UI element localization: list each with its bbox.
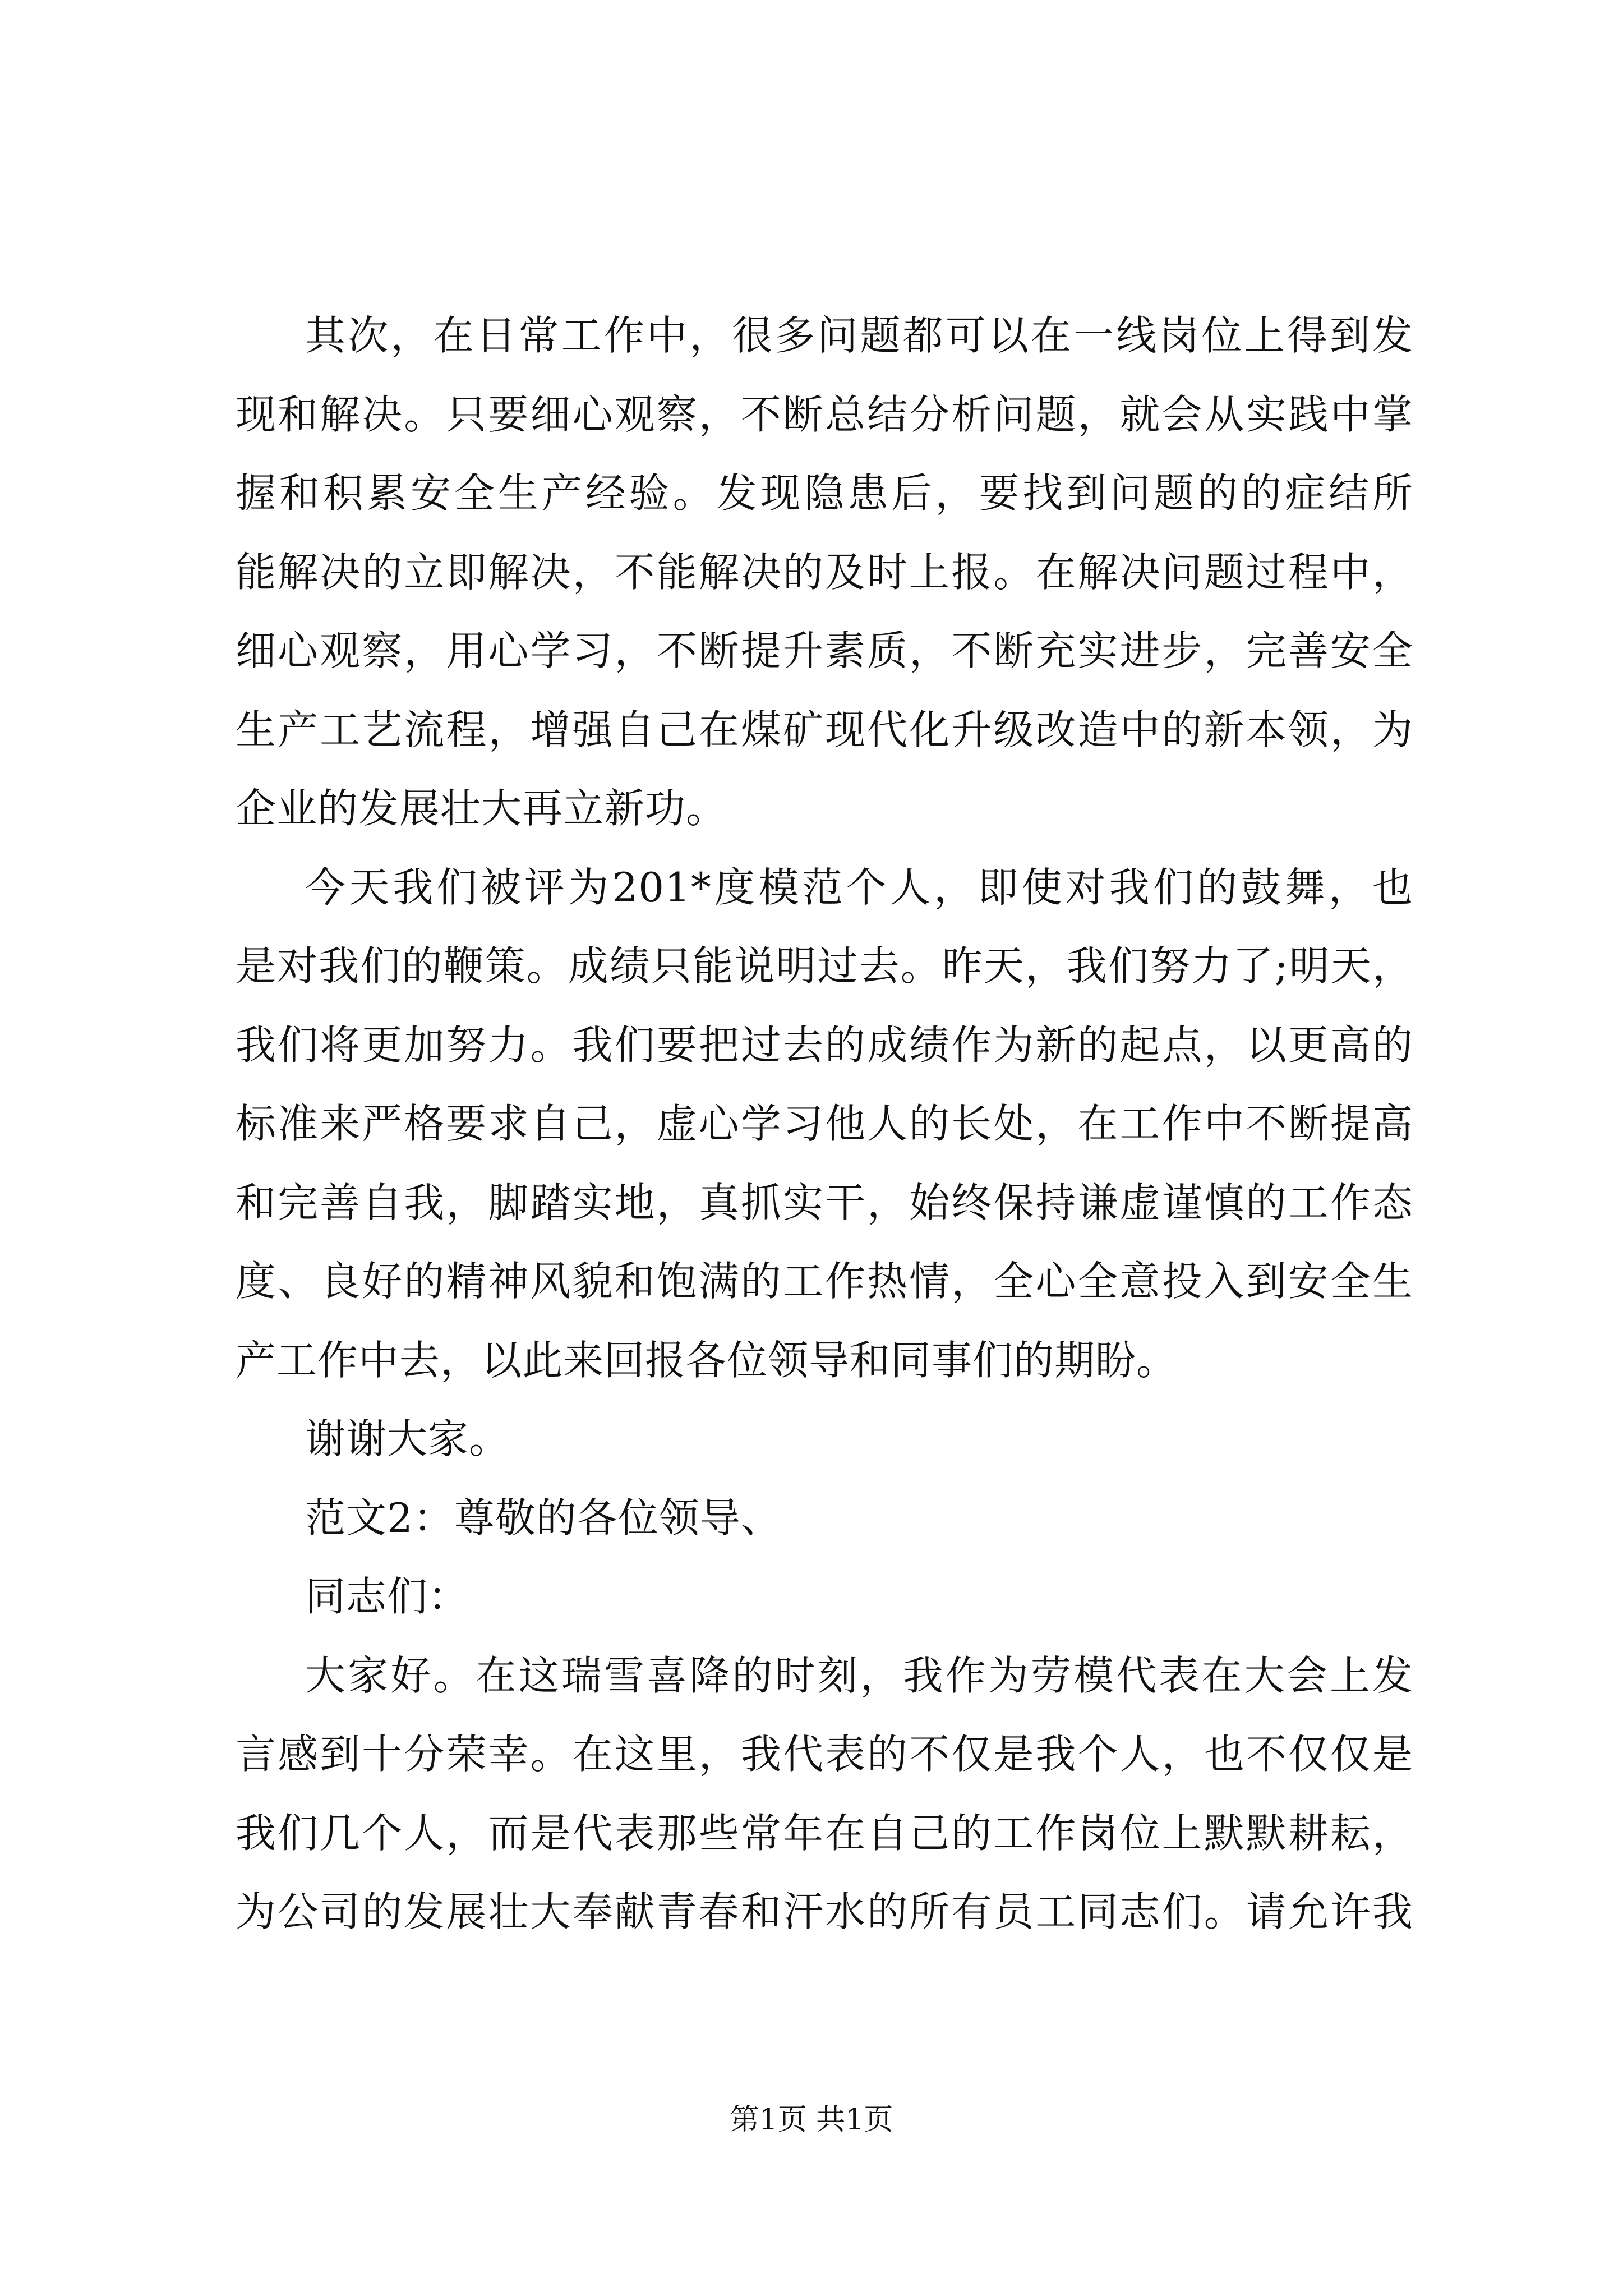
page-footer: 第1页 共1页 <box>730 2103 893 2137</box>
paragraph-line: 谢谢大家。 <box>305 1415 510 1462</box>
paragraph-line: 今天我们被评为201*度模范个人，即使对我们的鼓舞，也 <box>305 863 1413 911</box>
paragraph-line: 现和解决。只要细心观察，不断总结分析问题，就会从实践中掌 <box>236 390 1413 438</box>
paragraph-line: 我们将更加努力。我们要把过去的成绩作为新的起点，以更高的 <box>236 1021 1413 1069</box>
paragraph-line: 握和积累安全生产经验。发现隐患后，要找到问题的的症结所 <box>236 470 1413 517</box>
paragraph-line: 为公司的发展壮大奉献青春和汗水的所有员工同志们。请允许我 <box>236 1888 1413 1935</box>
paragraph-line: 生产工艺流程，增强自己在煤矿现代化升级改造中的新本领，为 <box>236 706 1413 753</box>
paragraph-line: 企业的发展壮大再立新功。 <box>236 785 727 832</box>
document-body <box>236 296 1413 1952</box>
paragraph-line: 大家好。在这瑞雪喜降的时刻，我作为劳模代表在大会上发 <box>305 1651 1413 1699</box>
paragraph-line: 标准来严格要求自己，虚心学习他人的长处，在工作中不断提高 <box>236 1100 1413 1147</box>
paragraph-line: 其次，在日常工作中，很多问题都可以在一线岗位上得到发 <box>305 312 1413 359</box>
paragraph-line: 度、良好的精神风貌和饱满的工作热情，全心全意投入到安全生 <box>236 1258 1413 1305</box>
paragraph-line: 同志们： <box>305 1573 469 1620</box>
paragraph-line: 产工作中去，以此来回报各位领导和同事们的期盼。 <box>236 1336 1178 1384</box>
paragraph-line: 言感到十分荣幸。在这里，我代表的不仅是我个人，也不仅仅是 <box>236 1731 1413 1778</box>
paragraph-line: 范文2：尊敬的各位领导、 <box>305 1494 782 1542</box>
paragraph-line: 能解决的立即解决，不能解决的及时上报。在解决问题过程中， <box>236 548 1413 596</box>
paragraph-line: 细心观察，用心学习，不断提升素质，不断充实进步，完善安全 <box>236 627 1413 674</box>
paragraph-line: 我们几个人，而是代表那些常年在自己的工作岗位上默默耕耘， <box>236 1809 1413 1857</box>
paragraph-line: 和完善自我，脚踏实地，真抓实干，始终保持谦虚谨慎的工作态 <box>236 1179 1413 1226</box>
paragraph-line: 是对我们的鞭策。成绩只能说明过去。昨天，我们努力了;明天， <box>236 942 1413 990</box>
